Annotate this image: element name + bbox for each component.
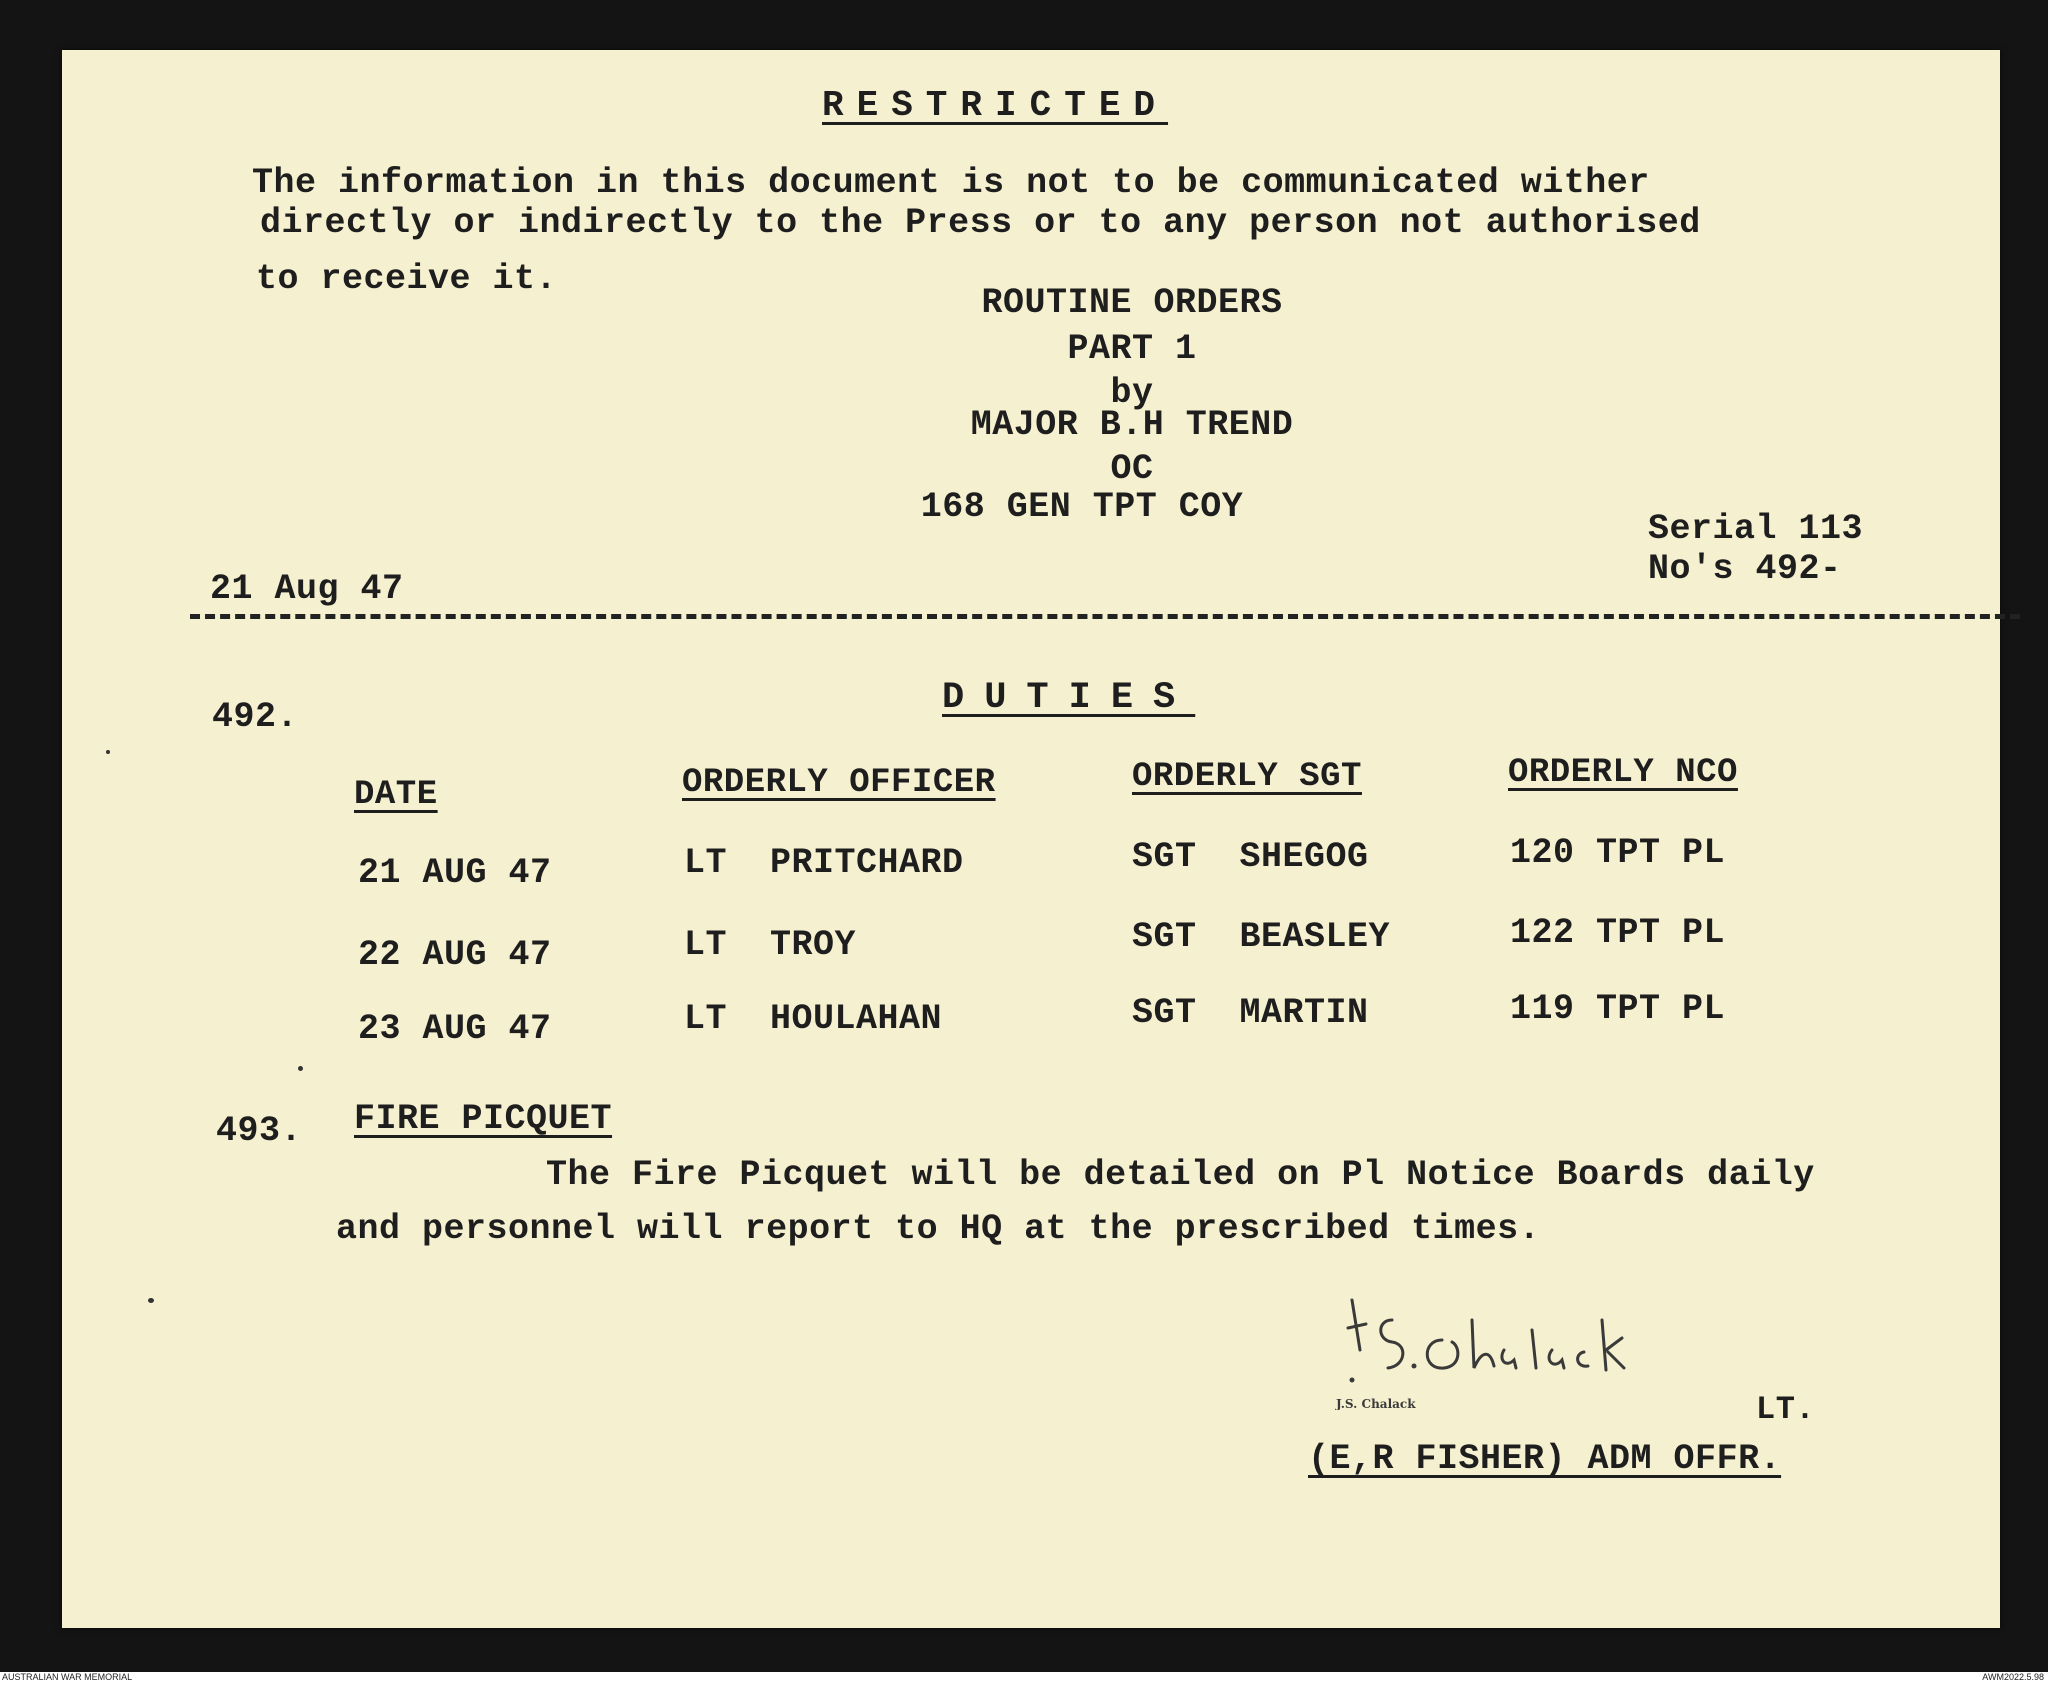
row-3-sgt: SGT MARTIN bbox=[1132, 993, 1369, 1033]
title-line-unit: 168 GEN TPT COY bbox=[920, 487, 1244, 527]
paper-speck bbox=[148, 1298, 154, 1303]
document-date: 21 Aug 47 bbox=[210, 569, 404, 609]
section-heading-duties: DUTIES bbox=[942, 677, 1196, 719]
section-number-492: 492. bbox=[212, 697, 299, 737]
row-2-date: 22 AUG 47 bbox=[358, 935, 552, 975]
warning-line-1: The information in this document is not to be communicated wither bbox=[252, 163, 1650, 203]
paper-speck bbox=[106, 750, 110, 754]
column-header-date: DATE bbox=[354, 776, 438, 814]
title-line-routine-orders: ROUTINE ORDERS bbox=[981, 283, 1283, 323]
warning-line-2: directly or indirectly to the Press or to any person not authorised bbox=[260, 203, 1701, 243]
row-3-officer: LT HOULAHAN bbox=[684, 999, 943, 1039]
paper-speck bbox=[298, 1066, 303, 1071]
fire-picquet-body-line-1: The Fire Picquet will be detailed on Pl Notice Boards daily bbox=[546, 1155, 1815, 1195]
handwritten-signature-icon bbox=[1322, 1280, 1682, 1410]
signature-rank-mark: LT. bbox=[1756, 1391, 1816, 1428]
column-header-orderly-sgt: ORDERLY SGT bbox=[1132, 758, 1362, 796]
row-2-officer: LT TROY bbox=[684, 925, 857, 965]
warning-line-3: to receive it. bbox=[256, 259, 558, 299]
signature-lettering: J.S. Chalack bbox=[1336, 1397, 1416, 1410]
section-heading-fire-picquet: FIRE PICQUET bbox=[354, 1099, 613, 1139]
row-1-date: 21 AUG 47 bbox=[358, 853, 552, 893]
title-line-commander: MAJOR B.H TREND bbox=[970, 405, 1294, 445]
document-page bbox=[62, 50, 2000, 1628]
row-1-officer: LT PRITCHARD bbox=[684, 843, 964, 883]
classification-heading: RESTRICTED bbox=[822, 85, 1169, 126]
serial-number: Serial 113 bbox=[1648, 509, 1864, 549]
row-1-nco: 120 TPT PL bbox=[1510, 833, 1726, 873]
row-1-sgt: SGT SHEGOG bbox=[1132, 837, 1369, 877]
title-line-part: PART 1 bbox=[1067, 329, 1197, 369]
column-header-orderly-officer: ORDERLY OFFICER bbox=[682, 764, 996, 802]
section-number-493: 493. bbox=[216, 1111, 303, 1151]
fire-picquet-body-line-2: and personnel will report to HQ at the prescribed times. bbox=[336, 1209, 1541, 1249]
title-line-oc: OC bbox=[1110, 449, 1154, 489]
section-divider bbox=[190, 614, 2020, 619]
archive-footer bbox=[0, 1672, 2048, 1683]
column-header-orderly-nco: ORDERLY NCO bbox=[1508, 754, 1738, 792]
serial-order-numbers: No's 492- bbox=[1648, 549, 1842, 589]
row-2-sgt: SGT BEASLEY bbox=[1132, 917, 1391, 957]
footer-institution: AUSTRALIAN WAR MEMORIAL bbox=[2, 1672, 133, 1682]
footer-reference: AWM2022.5.98 bbox=[1982, 1672, 2044, 1682]
row-3-nco: 119 TPT PL bbox=[1510, 989, 1726, 1029]
title-line-by: by bbox=[1110, 373, 1154, 413]
row-2-nco: 122 TPT PL bbox=[1510, 913, 1726, 953]
signatory-name: (E,R FISHER) ADM OFFR. bbox=[1308, 1439, 1782, 1479]
row-3-date: 23 AUG 47 bbox=[358, 1009, 552, 1049]
